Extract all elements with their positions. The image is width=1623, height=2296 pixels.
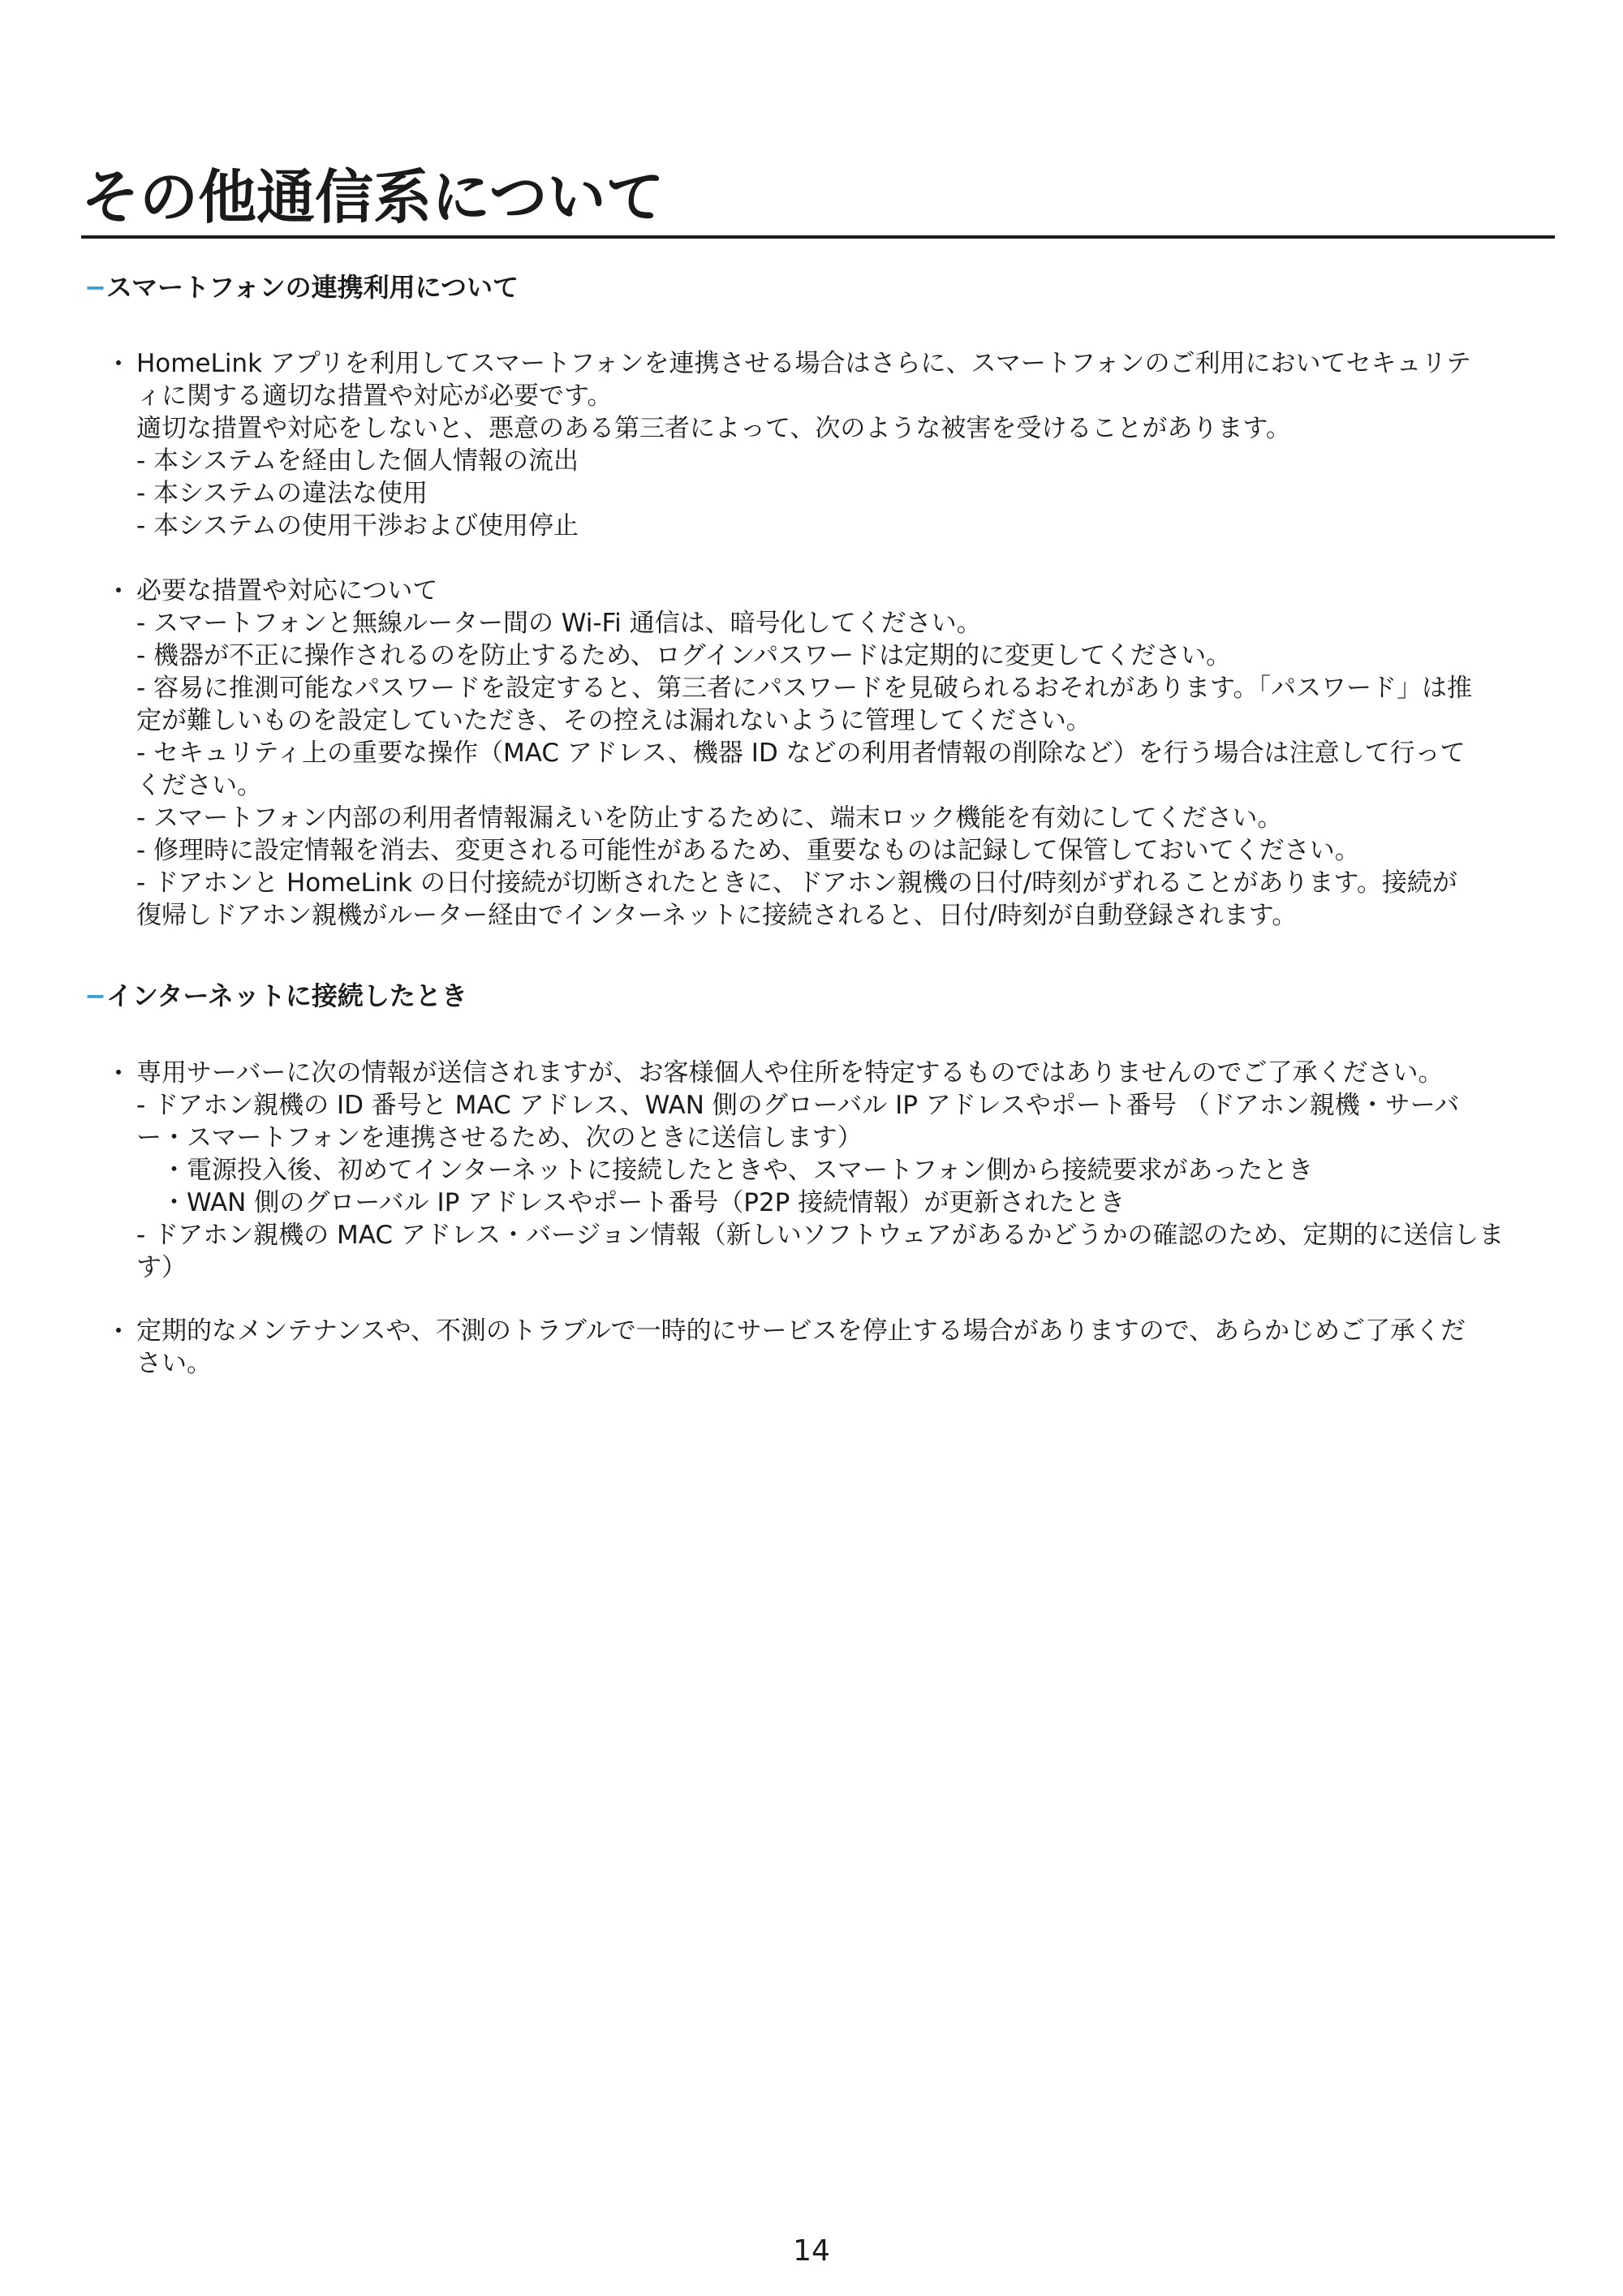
bullet-text (136, 575, 1548, 932)
text-line: 復帰しドアホン親機がルーター経由でインターネットに接続されると、日付/時刻が自動登録されます。 (136, 901, 1298, 930)
text-line: さい。 (136, 1349, 212, 1378)
text-line: - 容易に推測可能なパスワードを設定すると、第三者にパスワードを見破られるおそれがあります。「パスワード」は推 (136, 674, 1473, 703)
text-line: - ドアホンと HomeLink の日付接続が切断されたときに、ドアホン親機の日付/時刻がずれることがあります。接続が (136, 868, 1457, 898)
text-line: ・電源投入後、初めてインターネットに接続したときや、スマートフォン側から接続要求があったとき (136, 1156, 1314, 1185)
text-line: ー・スマートフォンを連携させるため、次のときに送信します） (136, 1123, 863, 1152)
text-line: - 本システムを経由した個人情報の流出 (136, 446, 579, 476)
text-line: - 機器が不正に操作されるのを防止するため、ログインパスワードは定期的に変更してください。 (136, 641, 1232, 670)
text-line: - ドアホン親機の ID 番号と MAC アドレス、WAN 側のグローバル IP アドレスやポート番号 （ドアホン親機・サーバ (136, 1091, 1460, 1120)
text-line: - セキュリティ上の重要な操作（MAC アドレス、機器 ID などの利用者情報の削除など）を行う場合は注意して行って (136, 739, 1466, 768)
bullet-text (136, 347, 1548, 542)
text-line: ください。 (136, 771, 262, 800)
heading-dash: − (84, 272, 106, 303)
bullet-mark: ・ (105, 575, 132, 606)
section-heading-internet (84, 980, 467, 1012)
text-line: 必要な措置や対応について (136, 576, 438, 605)
text-line: - スマートフォン内部の利用者情報漏えいを防止するために、端末ロック機能を有効にしてください。 (136, 803, 1283, 833)
bullet-text (136, 1315, 1548, 1380)
section-heading-smartphone (84, 271, 519, 304)
text-line: ィに関する適切な措置や対応が必要です。 (136, 381, 613, 411)
page-number: 14 (793, 2234, 830, 2268)
text-line: 専用サーバーに次の情報が送信されますが、お客様個人や住所を特定するものではありませんのでご了承ください。 (136, 1058, 1444, 1088)
heading-text: インターネットに接続したとき (105, 980, 467, 1011)
text-line: - 本システムの違法な使用 (136, 479, 428, 508)
page-title: その他通信系について (81, 163, 665, 231)
text-line: - ドアホン親機の MAC アドレス・バージョン情報（新しいソフトウェアがあるかどうかの確認のため、定期的に送信しま (136, 1221, 1505, 1250)
text-line: 定期的なメンテナンスや、不測のトラブルで一時的にサービスを停止する場合がありますので、あらかじめご了承くだ (136, 1316, 1466, 1346)
text-line: 適切な措置や対応をしないと、悪意のある第三者によって、次のような被害を受けることがあります。 (136, 414, 1291, 443)
bullet-mark: ・ (105, 348, 132, 379)
text-line: HomeLink アプリを利用してスマートフォンを連携させる場合はさらに、スマートフォンのご利用においてセキュリテ (136, 349, 1471, 378)
title-underline (81, 235, 1555, 239)
text-line: - 修理時に設定情報を消去、変更される可能性があるため、重要なものは記録して保管しておいてください。 (136, 836, 1360, 865)
text-line: - スマートフォンと無線ルーター間の Wi-Fi 通信は、暗号化してください。 (136, 609, 982, 638)
text-line: す） (136, 1253, 187, 1282)
heading-text: スマートフォンの連携利用について (105, 272, 519, 303)
bullet-text (136, 1057, 1548, 1284)
bullet-mark: ・ (105, 1058, 132, 1088)
heading-dash: − (84, 980, 106, 1011)
text-line: 定が難しいものを設定していただき、その控えは漏れないように管理してください。 (136, 706, 1091, 735)
bullet-mark: ・ (105, 1316, 132, 1346)
text-line: - 本システムの使用干渉および使用停止 (136, 511, 579, 541)
text-line: ・WAN 側のグローバル IP アドレスやポート番号（P2P 接続情報）が更新されたとき (136, 1188, 1126, 1217)
